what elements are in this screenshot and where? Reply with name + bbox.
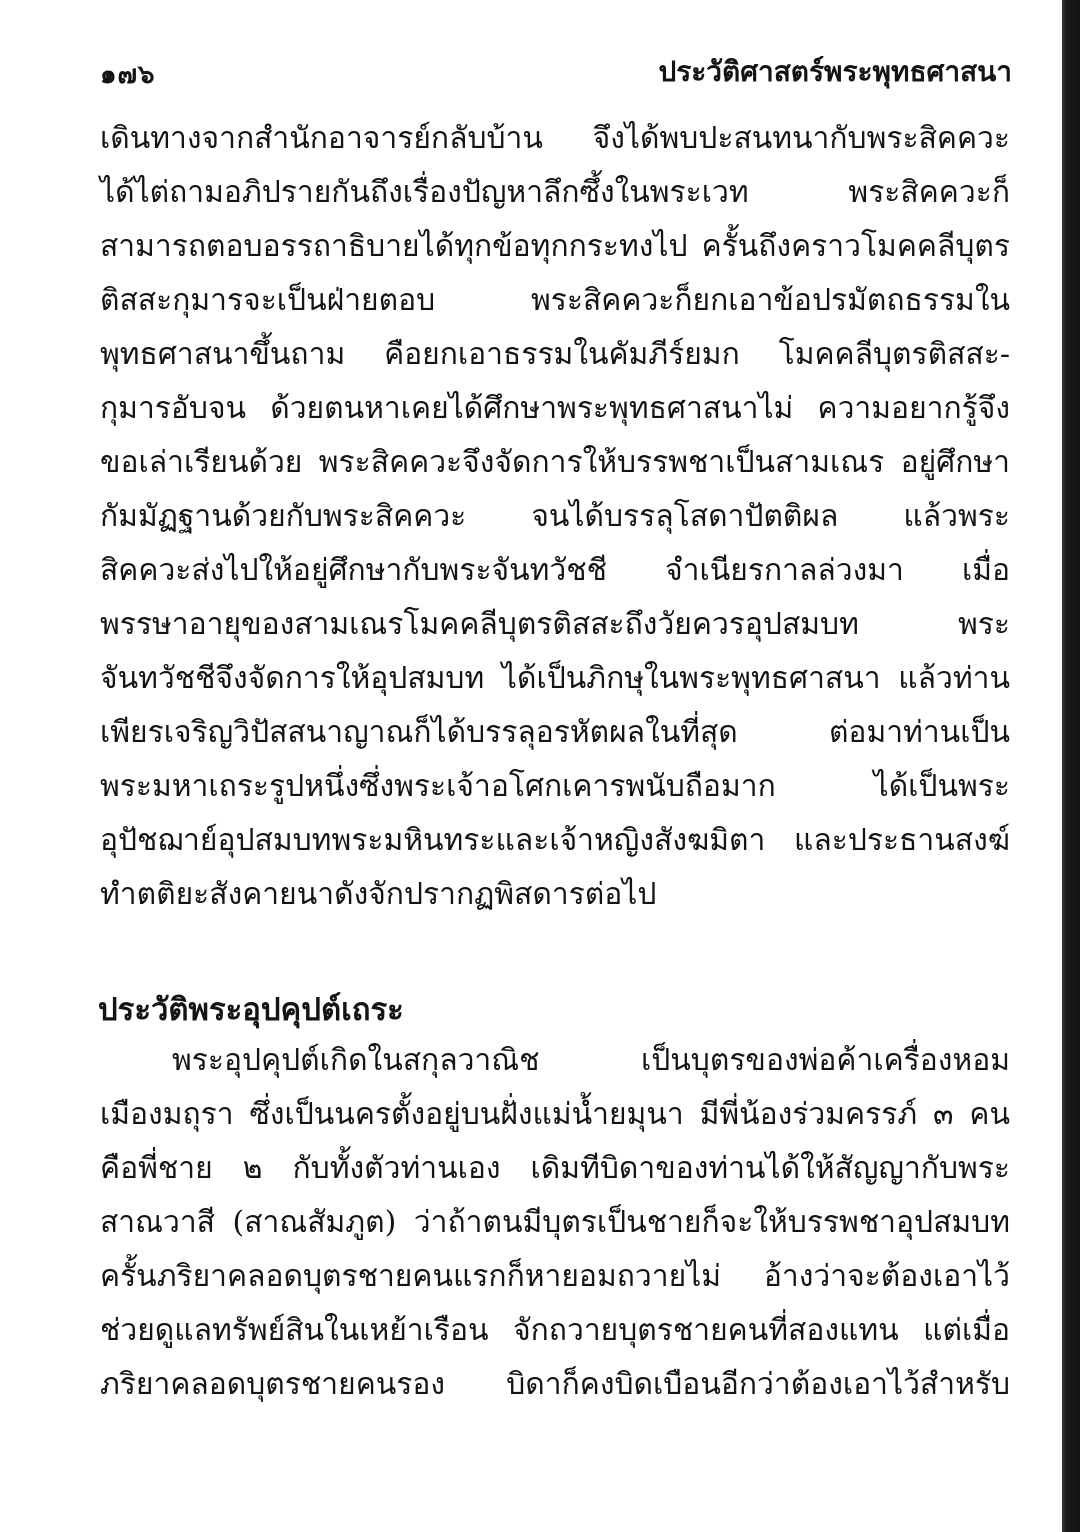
page-header [100, 50, 1012, 90]
text-line: ช่วยดูแลทรัพย์สินในเหย้าเรือน จักถวายบุตรชายคนที่สองแทน แต่เมื่อ [100, 1313, 1010, 1348]
section-heading: ประวัติพระอุปคุปต์เถระ [98, 992, 404, 1028]
text-line: เพียรเจริญวิปัสสนาญาณก็ได้บรรลุอรหัตผลในที่สุด ต่อมาท่านเป็น [100, 715, 1010, 750]
text-line: พระมหาเถระรูปหนึ่งซึ่งพระเจ้าอโศกเคารพนับถือมาก ได้เป็นพระ [100, 769, 1010, 804]
scan-border-strip [1062, 0, 1080, 1532]
text-line: คือพี่ชาย ๒ กับทั้งตัวท่านเอง เดิมทีบิดาของท่านได้ให้สัญญากับพระ [100, 1151, 1010, 1186]
paragraph-2 [100, 1034, 1010, 1412]
text-line: เมืองมถุรา ซึ่งเป็นนครตั้งอยู่บนฝั่งแม่น้ำยมุนา มีพี่น้องร่วมครรภ์ ๓ คน [100, 1097, 1010, 1132]
text-line: ทำตติยะสังคายนาดังจักปรากฏพิสดารต่อไป [100, 877, 657, 912]
text-line: กัมมัฏฐานด้วยกับพระสิคควะ จนได้บรรลุโสดาปัตติผล แล้วพระ [100, 499, 1010, 534]
text-line: ได้ไต่ถามอภิปรายกันถึงเรื่องปัญหาลึกซึ้งในพระเวท พระสิคควะก็ [100, 175, 1010, 210]
page-number: ๑๗๖ [100, 60, 156, 90]
text-line: อุปัชฌาย์อุปสมบทพระมหินทระและเจ้าหญิงสังฆมิตา และประธานสงฆ์ [100, 823, 1010, 858]
text-line: พุทธศาสนาขึ้นถาม คือยกเอาธรรมในคัมภีร์ยมก โมคคลีบุตรติสสะ- [100, 337, 1010, 372]
text-line: สาณวาสี (สาณสัมภูต) ว่าถ้าตนมีบุตรเป็นชายก็จะให้บรรพชาอุปสมบท [100, 1205, 1010, 1240]
text-line: ภริยาคลอดบุตรชายคนรอง บิดาก็คงบิดเบือนอีกว่าต้องเอาไว้สำหรับ [100, 1367, 1010, 1402]
text-line: พรรษาอายุของสามเณรโมคคลีบุตรติสสะถึงวัยควรอุปสมบท พระ [100, 607, 1010, 642]
text-line: พระอุปคุปต์เกิดในสกุลวาณิช เป็นบุตรของพ่อค้าเครื่องหอม [172, 1043, 1010, 1078]
paragraph-1 [100, 112, 1010, 922]
text-line: ครั้นภริยาคลอดบุตรชายคนแรกก็หายอมถวายไม่ อ้างว่าจะต้องเอาไว้ [100, 1259, 1010, 1294]
text-line: สามารถตอบอรรถาธิบายได้ทุกข้อทุกกระทงไป ครั้นถึงคราวโมคคลีบุตร [100, 229, 1010, 264]
text-line: เดินทางจากสำนักอาจารย์กลับบ้าน จึงได้พบปะสนทนากับพระสิคควะ [100, 121, 1010, 156]
running-title: ประวัติศาสตร์พระพุทธศาสนา [658, 55, 1012, 88]
text-line: สิคควะส่งไปให้อยู่ศึกษากับพระจันทวัชชี จำเนียรกาลล่วงมา เมื่อ [100, 553, 1010, 588]
text-line: จันทวัชชีจึงจัดการให้อุปสมบท ได้เป็นภิกษุในพระพุทธศาสนา แล้วท่าน [100, 661, 1010, 696]
text-line: ขอเล่าเรียนด้วย พระสิคควะจึงจัดการให้บรรพชาเป็นสามเณร อยู่ศึกษา [100, 445, 1010, 480]
text-line: ติสสะกุมารจะเป็นฝ่ายตอบ พระสิคควะก็ยกเอาข้อปรมัตถธรรมใน [100, 283, 1010, 318]
text-line: กุมารอับจน ด้วยตนหาเคยได้ศึกษาพระพุทธศาสนาไม่ ความอยากรู้จึง [100, 391, 1010, 426]
